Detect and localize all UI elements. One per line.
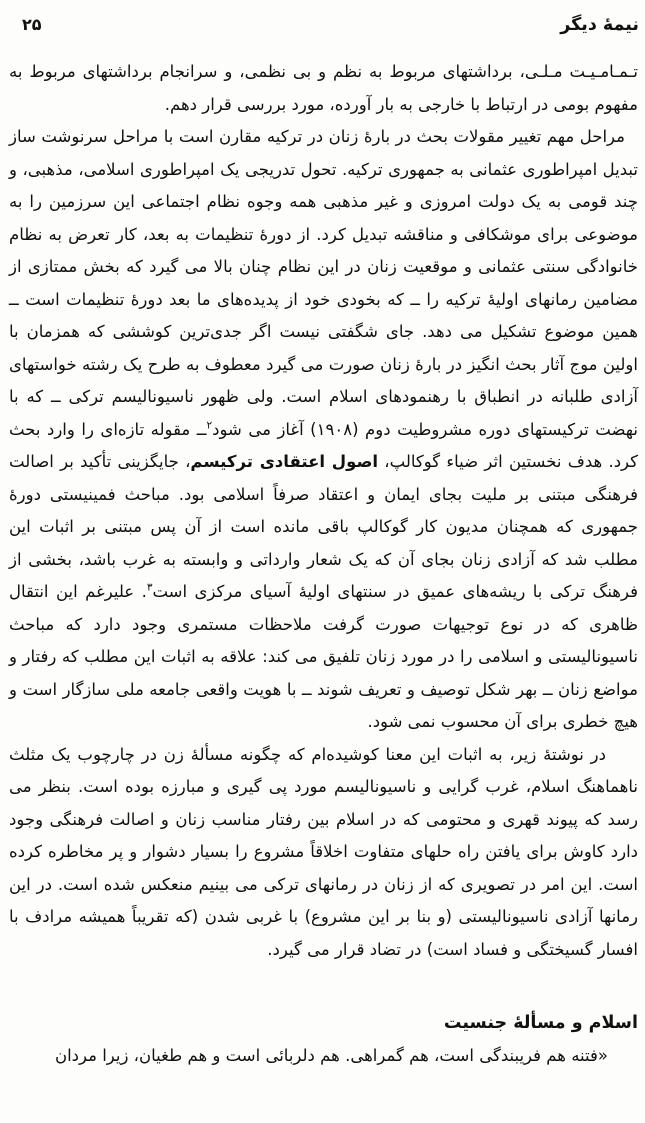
section-heading: اسلام و مسألهٔ جنسیت [443, 1013, 638, 1033]
page-header [0, 0, 645, 35]
journal-title: نیمهٔ دیگر [560, 15, 639, 35]
body-text [0, 35, 645, 1072]
paragraph-intro: در نوشتهٔ زیر، به اثبات این معنا کوشیده‌ام که چگونه مسألهٔ زن در چارچوب یک مثلث ناهماهنگ اسلام، غرب گرایی و ناسیونالیسم مورد پی گیری و مبارزه بوده است. بنظر می رسد که پیوند قهری و محتومی که در اسلام بین رفتار مناسب زنان و اصالت فرهنگی وجود دارد کاوش برای یافتن راه حلهای متفاوت اخلاقاً مشروع را بسیار دشوار و پر مخاطره کرده است. این امر در تصویری که از زنان در رمانهای ترکی می بینیم منعکس شده است. در این رمانها آزادی ناسیونالیستی (و بنا بر این مشروع) با غربی شدن (که تقریباً همیشه مرادف با افسار گسیختگی و فساد است) در تضاد قرار می گیرد. [9, 744, 638, 959]
quote-paragraph: «فتنه هم فریبندگی است، هم گمراهی. هم دلربائی است و هم طغیان، زیرا مردان [54, 1045, 608, 1065]
paragraph-continuation: تـمـامـیـت مـلـی، برداشتهای مربوط به نظم و بی نظمی، و سرانجام برداشتهای مربوط به مفهوم بومی در ارتباط با خارجی به بار آورده، مورد بررسی قرار دهم. [9, 62, 638, 114]
paragraph-main: مراحل مهم تغییر مقولات بحث در بارهٔ زنان در ترکیه مقارن است با مراحل سرنوشت ساز تبدیل امپراطوری عثمانی به جمهوری ترکیه. تحول تدریجی یک امپراطوری اسلامی، مذهبی، و چند قومی به یک دولت امروزی و غیر مذهبی همه وجوه نظام اجتماعی این سرزمین را به موضوعی برای موشکافی و مناقشه تبدیل کرد. از دورهٔ تنظیمات به بعد، کار تعرض به نظام خانوادگی سنتی عثمانی و موقعیت زنان در این نظام چنان بالا می گیرد که بخش ممتازی از مضامین رمانهای اولیهٔ ترکیه را ــ که بخودی خود از پدیده‌های ما بعد دورهٔ تنظیمات است ــ همین موضوع تشکیل می دهد. جای شگفتی نیست اگر جدی‌ترین کوششی که همزمان با اولین موج آثار بحث انگیز در بارهٔ زنان صورت می گیرد معطوف به طرح یک رشته خواستهای آزادی طلبانه در انطباق با رهنمودهای اسلام است. ولی ظهور ناسیونالیسم ترکی ــ که با نهضت ترکیستهای دوره مشروطیت دوم (۱۹۰۸) آغاز می شود$^۲$ــ مقوله تازه‌ای را وارد بحث کرد. هدف نخستین اثر ضیاء گوکالپ، اصول اعتقادی ترکیسم، جایگزینی تأکید بر اصالت فرهنگی مبتنی بر ملیت بجای ایمان و اعتقاد صرفاً اسلامی بود. مباحث فمینیستی دورهٔ جمهوری که همچنان مدیون کار گوکالپ باقی مانده است از آن پس مبتنی بر اثبات این مطلب شد که آزادی زنان بجای آن که یک شعار وارداتی و وابسته به غرب باشد، بخشی از فرهنگ ترکی با ریشه‌های عمیق در سنتهای اولیهٔ آسیای مرکزی است$^۳$. علیرغم این انتقال ظاهری که در نوع توجیهات صورت گرفت ملاحظات مستمری وجود دارد که مباحث ناسیونالیستی و اسلامی را در مورد زنان تلفیق می کند: علاقه به اثبات این مطلب که رفتار و مواضع زنان ــ بهر شکل توصیف و تعریف شوند ــ با هویت واقعی جامعه ملی سازگار است و هیچ خطری برای آن محسوب نمی شود. [9, 127, 639, 731]
page-number: ۲۵ [22, 15, 42, 34]
